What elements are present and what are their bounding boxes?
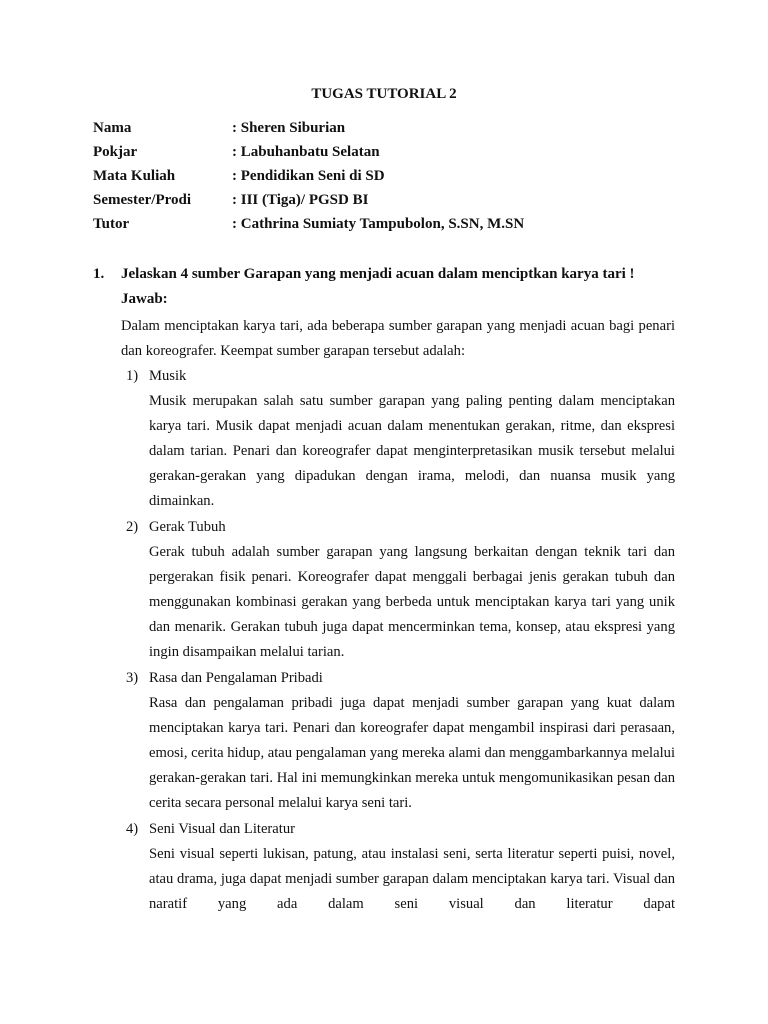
- question-text: Jelaskan 4 sumber Garapan yang menjadi acuan dalam menciptkan karya tari !: [121, 266, 635, 282]
- item-title: Seni Visual dan Literatur: [149, 821, 295, 837]
- info-value: : III (Tiga)/ PGSD BI: [232, 192, 369, 208]
- info-label: Pokjar: [93, 144, 138, 160]
- info-value: : Pendidikan Seni di SD: [232, 168, 385, 184]
- item-body: Seni visual seperti lukisan, patung, atau instalasi seni, serta literatur seperti puisi, novel, atau drama, juga dapat menjadi sumber garapan dalam menciptakan karya tari. Visual dan naratif yang ada dalam seni visual dan literatur dapat: [149, 846, 675, 912]
- info-value: : Sheren Siburian: [232, 120, 346, 136]
- info-label: Semester/Prodi: [93, 192, 192, 208]
- item-number: 3): [126, 670, 139, 686]
- info-label: Mata Kuliah: [93, 168, 176, 184]
- info-value: : Cathrina Sumiaty Tampubolon, S.SN, M.SN: [232, 216, 525, 232]
- item-number: 4): [126, 821, 139, 837]
- item-body: Rasa dan pengalaman pribadi juga dapat menjadi sumber garapan yang kuat dalam menciptakan karya tari. Penari dan koreografer dapat mengambil inspirasi dari perasaan, emosi, cerita hidup, atau pengalaman yang mereka alami dan menggambarkannya melalui gerakan-gerakan tari. Hal ini memungkinkan mereka untuk mengomunikasikan pesan dan cerita secara personal melalui karya seni tari.: [149, 695, 675, 811]
- item-number: 1): [126, 368, 139, 384]
- answer-intro: Dalam menciptakan karya tari, ada beberapa sumber garapan yang menjadi acuan bagi penari dan koreografer. Keempat sumber garapan tersebut adalah:: [121, 318, 675, 359]
- question-number: 1.: [93, 266, 105, 282]
- info-label: Nama: [93, 120, 132, 136]
- answer-label: Jawab:: [121, 291, 168, 307]
- item-body: Musik merupakan salah satu sumber garapan yang paling penting dalam menciptakan karya tari. Musik dapat menjadi acuan dalam menentukan gerakan, ritme, dan ekspresi dalam tarian. Penari dan koreografer dapat menginterpretasikan musik tersebut melalui gerakan-gerakan yang dipadukan dengan irama, melodi, dan nuansa musik yang dimainkan.: [149, 393, 675, 509]
- item-title: Gerak Tubuh: [149, 519, 226, 535]
- item-number: 2): [126, 519, 139, 535]
- document-title: TUGAS TUTORIAL 2: [311, 86, 457, 102]
- info-value: : Labuhanbatu Selatan: [232, 144, 380, 160]
- item-title: Musik: [149, 368, 187, 384]
- item-body: Gerak tubuh adalah sumber garapan yang langsung berkaitan dengan teknik tari dan pergerakan fisik penari. Koreografer dapat menggali berbagai jenis gerakan tubuh dan menggunakan kombinasi gerakan yang berbeda untuk menciptakan karya tari yang unik dan menarik. Gerakan tubuh juga dapat mencerminkan tema, konsep, atau ekspresi yang ingin disampaikan melalui tarian.: [149, 544, 675, 660]
- info-label: Tutor: [93, 216, 130, 232]
- item-title: Rasa dan Pengalaman Pribadi: [149, 670, 323, 686]
